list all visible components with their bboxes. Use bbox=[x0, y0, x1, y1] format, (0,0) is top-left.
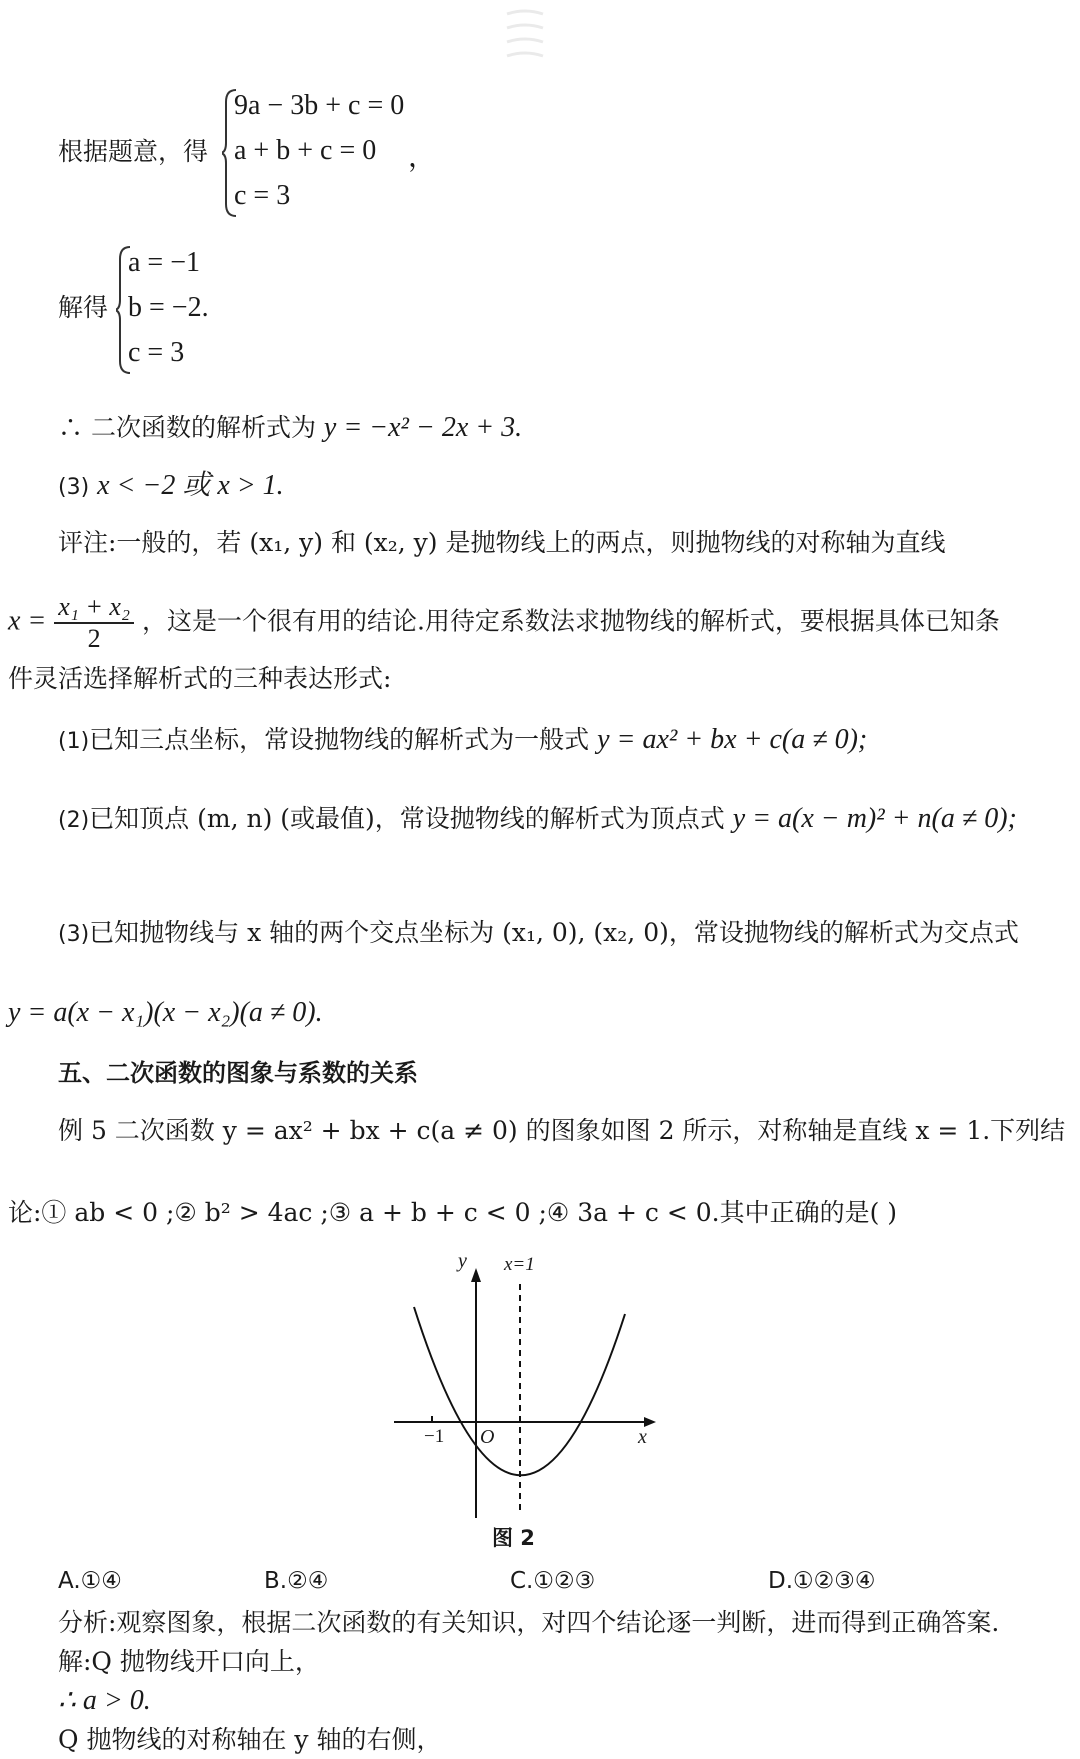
part3-label: (3) bbox=[58, 475, 90, 500]
system1-eq2: a + b + c = 0 bbox=[234, 135, 377, 166]
form-3-formula: y = a(x − x₁)(x − x₂)(a ≠ 0). bbox=[8, 997, 323, 1028]
conclusion-line bbox=[58, 413, 522, 443]
option-c-value: ①②③ bbox=[533, 1568, 596, 1594]
figure-caption: 图 2 bbox=[492, 1526, 535, 1550]
remark-line3: 件灵活选择解析式的三种表达形式: bbox=[8, 664, 392, 693]
form-2-text: 已知顶点 (m, n) (或最值)，常设抛物线的解析式为顶点式 bbox=[89, 804, 733, 833]
form-1-label: (1) bbox=[58, 729, 90, 754]
remark-line2-text: ，这是一个很有用的结论.用待定系数法求抛物线的解析式，要根据具体已知条 bbox=[141, 606, 1000, 636]
part3-answer: x < −2 或 x > 1. bbox=[97, 470, 284, 501]
section5-heading: 五、二次函数的图象与系数的关系 bbox=[58, 1059, 418, 1087]
form-3-text: 已知抛物线与 x 轴的两个交点坐标为 (x₁, 0), (x₂, 0)，常设抛物线的解析式为交点式 bbox=[89, 918, 1019, 947]
analysis-line1: 分析:观察图象，根据二次函数的有关知识，对四个结论逐一判断，进而得到正确答案. bbox=[58, 1608, 1000, 1637]
frac-denominator: 2 bbox=[87, 624, 101, 653]
example5-line2: 论:① ab < 0 ;② b² > 4ac ;③ a + b + c < 0 ;④ 3a + c < 0.其中正确的是( ) bbox=[8, 1198, 898, 1227]
option-b[interactable] bbox=[264, 1568, 328, 1594]
form-1-text: 已知三点坐标，常设抛物线的解析式为一般式 bbox=[89, 725, 598, 754]
watermark bbox=[505, 6, 545, 61]
conclusion-formula: y = −x² − 2x + 3. bbox=[323, 412, 523, 443]
analysis-line2: 解:Q 抛物线开口向上， bbox=[58, 1647, 320, 1676]
option-c-label: C. bbox=[510, 1568, 534, 1594]
system2-eq3: c = 3 bbox=[128, 337, 185, 368]
system1-eq3: c = 3 bbox=[234, 180, 291, 211]
option-b-value: ②④ bbox=[287, 1568, 329, 1594]
a-positive: ∴ a > 0. bbox=[58, 1685, 151, 1716]
system1-eq1: 9a − 3b + c = 0 bbox=[234, 90, 405, 121]
system2-prefix: 解得 bbox=[58, 293, 109, 322]
analysis-line4: Q 抛物线的对称轴在 y 轴的右侧， bbox=[58, 1725, 442, 1754]
system2-eq2: b = −2. bbox=[128, 292, 209, 323]
figure-2 bbox=[380, 1240, 680, 1560]
form-2 bbox=[58, 804, 1017, 836]
x-axis-label: x bbox=[638, 1426, 647, 1448]
midpoint-fraction bbox=[54, 592, 134, 654]
system2-eq1: a = −1 bbox=[128, 247, 201, 278]
frac-numerator: x₁ + x₂ bbox=[54, 592, 134, 624]
option-d-label: D. bbox=[768, 1568, 794, 1594]
option-d[interactable] bbox=[768, 1568, 876, 1594]
conclusion-text: ∴ 二次函数的解析式为 bbox=[58, 413, 324, 442]
option-a[interactable] bbox=[58, 1568, 122, 1594]
analysis-line3 bbox=[58, 1686, 151, 1716]
system1-prefix: 根据题意，得 bbox=[58, 137, 209, 166]
option-b-label: B. bbox=[264, 1568, 288, 1594]
remark-line1: 评注:一般的，若 (x₁, y) 和 (x₂, y) 是抛物线上的两点，则抛物线的对称轴为直线 bbox=[58, 528, 946, 557]
y-axis-label: y bbox=[458, 1250, 467, 1272]
tick-label-minus-one: −1 bbox=[424, 1426, 445, 1447]
form-2-label: (2) bbox=[58, 808, 90, 833]
option-d-value: ①②③④ bbox=[793, 1568, 876, 1594]
form-3 bbox=[58, 918, 1019, 950]
option-a-label: A. bbox=[58, 1568, 81, 1594]
frac-lhs: x = bbox=[8, 605, 47, 637]
form-3-label: (3) bbox=[58, 922, 90, 947]
remark-line2 bbox=[8, 592, 1000, 654]
form-1-formula: y = ax² + bx + c(a ≠ 0); bbox=[597, 724, 868, 755]
form-1 bbox=[58, 725, 867, 757]
option-a-value: ①④ bbox=[80, 1568, 122, 1594]
symmetry-axis-label: x=1 bbox=[504, 1254, 535, 1275]
part3-line bbox=[58, 471, 284, 503]
option-c[interactable] bbox=[510, 1568, 595, 1594]
form-3-formula-line bbox=[8, 998, 323, 1028]
system1-suffix: ， bbox=[408, 142, 437, 173]
example5-line1: 例 5 二次函数 y = ax² + bx + c(a ≠ 0) 的图象如图 2 所示，对称轴是直线 x = 1.下列结 bbox=[58, 1116, 1066, 1145]
form-2-formula: y = a(x − m)² + n(a ≠ 0); bbox=[732, 803, 1017, 834]
origin-label: O bbox=[480, 1426, 495, 1448]
